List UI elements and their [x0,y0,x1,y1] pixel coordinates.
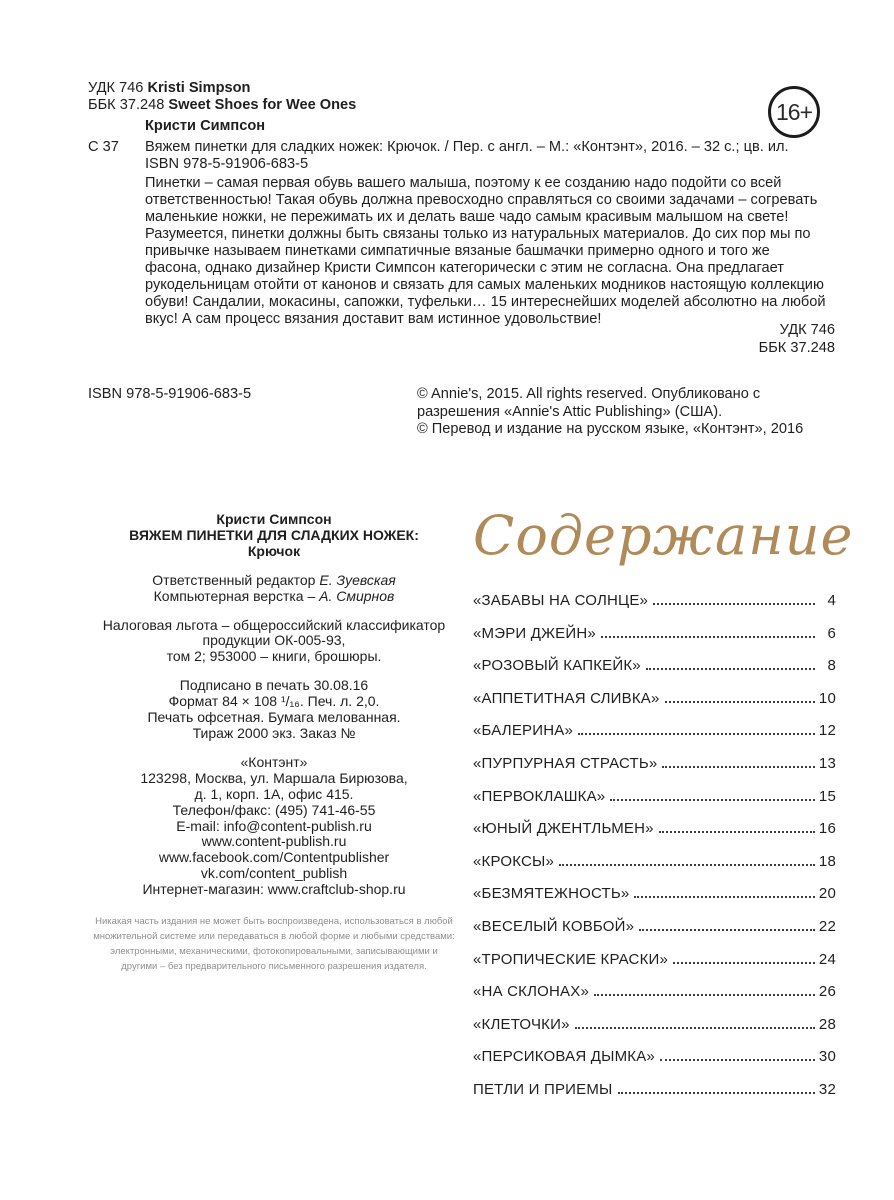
layout-name: А. Смирнов [319,587,395,604]
toc-entry-label: «ПЕРСИКОВАЯ ДЫМКА» [473,1048,655,1066]
text-line: «Контэнт» [240,753,308,770]
original-author: Kristi Simpson [147,80,251,96]
toc-entry-page-number: 6 [827,624,836,642]
copyright-line-translation: © Перевод и издание на русском языке, «Контэнт», 2016 [417,421,804,437]
text-line: www.content-publish.ru [201,833,347,850]
legal-notice: Никакая часть издания не может быть воспроизведена, использоваться в любой множительной системе или передаваться в любой форме и любыми средствами: электронными, механическими, фотокопировальными, записывающими и другими – без предварительного письменного разрешения издателя. [93,916,455,973]
text-line: vk.com/content_publish [200,865,348,882]
annotation-text: Пинетки – самая первая обувь вашего малыша, поэтому к ее созданию надо подойти со всей ответственностью! Такая обувь должна превосходно справляться со своими задачами – согревать маленькие ножки, не пережимать их и делать ваше чадо самым красивым малышом на свете! Разумеется, пинетки должны быть связаны только из натуральных материалов. До сих пор мы по привычке называем пинетками симпатичные вязаные башмачки примерно одного и того же фасона, однако дизайнер Кристи Симпсон категорически с этим не согласна. Она предлагает рукодельницам отойти от канонов и связать для самых маленьких модников настоящую коллекцию обуви! Сандалии, мокасины, сапожки, туфельки… 15 интереснейших моделей абсолютно на любой вкус! А сам процесс вязания доставит вам истинное удовольствие! [145,175,826,327]
bbk-label: ББК 37.248 [88,97,169,113]
toc-dotted-leader [639,929,815,931]
catalog-code: С 37 [88,139,119,155]
toc-entry-page-number: 26 [818,983,836,1001]
toc-entry [473,788,836,806]
bbk-right-line: ББК 37.248 [758,339,835,356]
imprint-title-block [88,512,460,560]
toc-entry-page-number: 28 [818,1015,836,1033]
toc-dotted-leader [660,1059,815,1061]
udk-bbk-right-block [759,322,835,357]
toc-dotted-leader [665,701,815,703]
lower-columns [88,500,854,1114]
text-line: www.facebook.com/Contentpublisher [158,849,390,866]
toc-dotted-leader [559,864,815,866]
toc-entry-page-number: 15 [818,787,836,805]
imprint-column [88,500,460,1114]
age-rating-label: 16+ [775,98,812,125]
text-line: 123298, Москва, ул. Маршала Бирюзова, [140,769,408,786]
toc-entry [473,1048,836,1066]
print-info-block [88,678,460,742]
toc-entry-page-number: 12 [818,722,836,740]
toc-entry-label: «АППЕТИТНАЯ СЛИВКА» [473,689,660,707]
udk-label: УДК 746 [88,80,148,96]
layout-label: Компьютерная верстка – [153,587,320,604]
toc-dotted-leader [646,668,815,670]
toc-entry [473,885,836,903]
toc-entry [473,657,836,675]
author-line [145,118,838,135]
toc-entry-page-number: 10 [818,689,836,707]
toc-entry [473,1081,836,1099]
text-line: Подписано в печать 30.08.16 [179,677,369,694]
isbn-line: ISBN 978-5-91906-683-5 [145,156,309,172]
toc-dotted-leader [601,636,815,638]
toc-entry-label: «МЭРИ ДЖЕЙН» [473,624,596,642]
toc-entry-label: «РОЗОВЫЙ КАПКЕЙК» [473,657,641,675]
toc-entry-label: «НА СКЛОНАХ» [473,983,590,1001]
toc-entry-label: «ТРОПИЧЕСКИЕ КРАСКИ» [473,950,669,968]
toc-entry-label: «ПЕРВОКЛАШКА» [473,787,606,805]
text-line: Формат 84 × 108 ¹/₁₆. Печ. л. 2,0. [168,693,380,710]
bibliographic-block [88,80,838,328]
toc-entry-page-number: 20 [818,885,836,903]
text-line: Тираж 2000 экз. Заказ № [192,724,356,741]
toc-dotted-leader [659,831,815,833]
toc-entry-page-number: 22 [818,917,836,935]
toc-entry-page-number: 13 [818,754,836,772]
layout-line [88,589,460,605]
toc-entry-page-number: 16 [818,820,836,838]
toc-entry-label: «ПУРПУРНАЯ СТРАСТЬ» [473,754,658,772]
udk-right-line: УДК 746 [779,322,835,338]
toc-dotted-leader [578,733,815,735]
toc-entry-label: «БЕЗМЯТЕЖНОСТЬ» [473,885,630,903]
imprint-book-subtitle: Крючок [247,542,301,559]
toc-entry [473,690,836,708]
imprint-author: Кристи Симпсон [216,511,332,527]
toc-entry-label: «КЛЕТОЧКИ» [473,1015,570,1033]
text-line: том 2; 953000 – книги, брошюры. [166,648,382,665]
toc-entry-page-number: 4 [827,592,836,609]
toc-entry-page-number: 24 [818,950,836,968]
toc-list [473,592,838,1099]
toc-dotted-leader [618,1092,815,1094]
editor-label: Ответственный редактор [152,571,320,588]
toc-heading: Содержание [473,504,854,567]
toc-entry [473,755,836,773]
toc-entry-page-number: 8 [827,657,836,675]
catalog-description: Вяжем пинетки для сладких ножек: Крючок. / Пер. с англ. – М.: «Контэнт», 2016. – 32 с.; цв. ил. [145,139,789,155]
toc-entry-label: ПЕТЛИ И ПРИЕМЫ [473,1080,613,1098]
text-line: Интернет-магазин: www.craftclub-shop.ru [142,881,406,898]
toc-entry [473,592,836,610]
toc-dotted-leader [575,1027,815,1029]
original-title: Sweet Shoes for Wee Ones [168,97,357,113]
isbn-copyright-row [88,386,835,439]
copyright-block [417,386,835,439]
editor-name: Е. Зуевская [319,571,396,588]
toc-entry [473,722,836,740]
toc-entry-label: «КРОКСЫ» [473,852,555,870]
toc-dotted-leader [634,896,815,898]
staff-block [88,573,460,605]
toc-entry [473,983,836,1001]
toc-dotted-leader [594,994,815,996]
toc-dotted-leader [653,603,815,605]
text-line: E-mail: info@content-publish.ru [176,817,372,834]
toc-entry-page-number: 30 [818,1048,836,1066]
toc-entry [473,625,836,643]
editor-line [88,573,460,589]
tax-block [88,618,460,666]
toc-entry-label: «ВЕСЕЛЫЙ КОВБОЙ» [473,917,635,935]
text-line: Печать офсетная. Бумага мелованная. [147,709,401,726]
toc-entry-page-number: 18 [818,852,836,870]
toc-dotted-leader [673,962,815,964]
imprint-book-title: ВЯЖЕМ ПИНЕТКИ ДЛЯ СЛАДКИХ НОЖЕК: [129,526,419,543]
toc-entry [473,951,836,969]
text-line: продукции ОК-005-93, [202,632,346,649]
text-line: Телефон/факс: (495) 741-46-55 [172,801,376,818]
toc-entry [473,853,836,871]
toc-entry [473,918,836,936]
bbk-line [88,97,838,114]
toc-column [473,500,854,1114]
text-line: д. 1, корп. 1А, офис 415. [194,785,354,802]
toc-dotted-leader [610,799,815,801]
publisher-contact-block [88,755,460,898]
toc-dotted-leader [662,766,815,768]
toc-entry-label: «БАЛЕРИНА» [473,722,574,740]
toc-entry-label: «ЮНЫЙ ДЖЕНТЛЬМЕН» [473,820,654,838]
copyright-line-original: © Annie's, 2015. All rights reserved. Опубликовано с разрешения «Annie's Attic Publishing» (США). [417,386,761,420]
udk-line [88,80,838,97]
toc-entry-page-number: 32 [818,1080,836,1098]
toc-entry-label: «ЗАБАВЫ НА СОЛНЦЕ» [473,592,649,609]
toc-entry [473,1016,836,1034]
catalog-row [88,139,838,156]
toc-entry [473,820,836,838]
isbn-text: ISBN 978-5-91906-683-5 [88,386,252,402]
text-line: Налоговая льгота – общероссийский классификатор [102,616,446,633]
author-name: Кристи Симпсон [145,118,266,134]
